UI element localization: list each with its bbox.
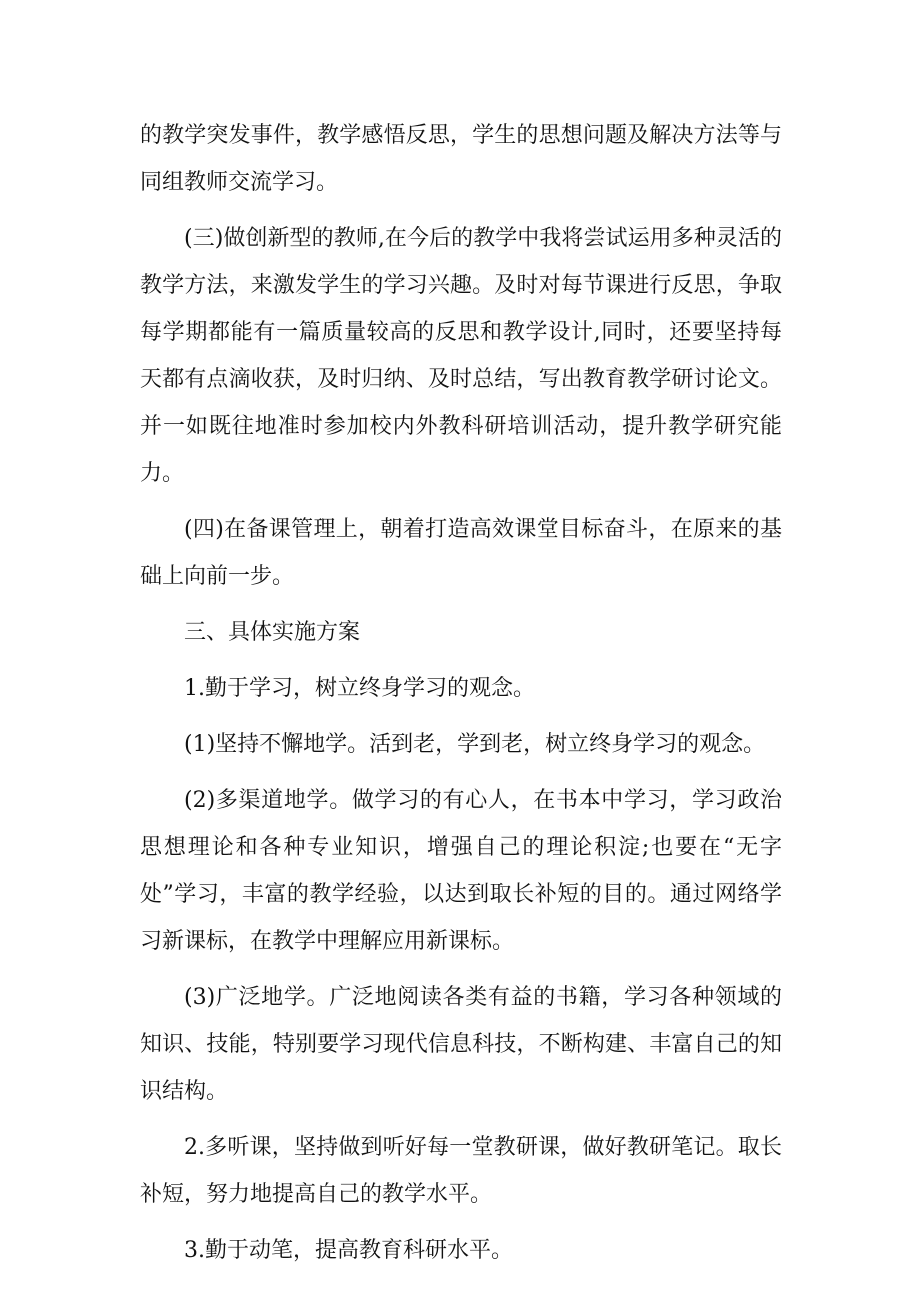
paragraph-point-3: 3.勤于动笔，提高教育科研水平。 — [184, 1238, 513, 1263]
paragraph-item-3: (三)做创新型的教师,在今后的教学中我将尝试运用多种灵活的教学方法，来激发学生的学习兴趣。及时对每节课进行反思，争取每学期都能有一篇质量较高的反思和教学设计,同时，还要坚持每天都有点滴收获，及时归纳、及时总结，写出教育教学研讨论文。并一如既往地准时参加校内外教科研培训活动，提升教学研究能力。 — [140, 226, 782, 486]
paragraph-continuation: 的教学突发事件，教学感悟反思，学生的思想问题及解决方法等与同组教师交流学习。 — [140, 123, 782, 195]
document-body — [140, 112, 782, 1283]
paragraph-sub-3: (3)广泛地学。广泛地阅读各类有益的书籍，学习各种领域的知识、技能，特别要学习现代信息科技，不断构建、丰富自己的知识结构。 — [140, 985, 782, 1104]
section-heading-implementation: 三、具体实施方案 — [184, 620, 361, 645]
paragraph-item-4: (四)在备课管理上，朝着打造高效课堂目标奋斗，在原来的基础上向前一步。 — [140, 517, 782, 589]
paragraph-point-1: 1.勤于学习，树立终身学习的观念。 — [184, 676, 535, 701]
paragraph-sub-1: (1)坚持不懈地学。活到老，学到老，树立终身学习的观念。 — [184, 732, 766, 757]
paragraph-point-2: 2.多听课，坚持做到听好每一堂教研课，做好教研笔记。取长补短，努力地提高自己的教学水平。 — [140, 1135, 782, 1207]
paragraph-sub-2: (2)多渠道地学。做学习的有心人，在书本中学习，学习政治思想理论和各种专业知识，增强自己的理论积淀;也要在“无字处”学习，丰富的教学经验，以达到取长补短的目的。通过网络学习新课标，在教学中理解应用新课标。 — [140, 788, 782, 954]
